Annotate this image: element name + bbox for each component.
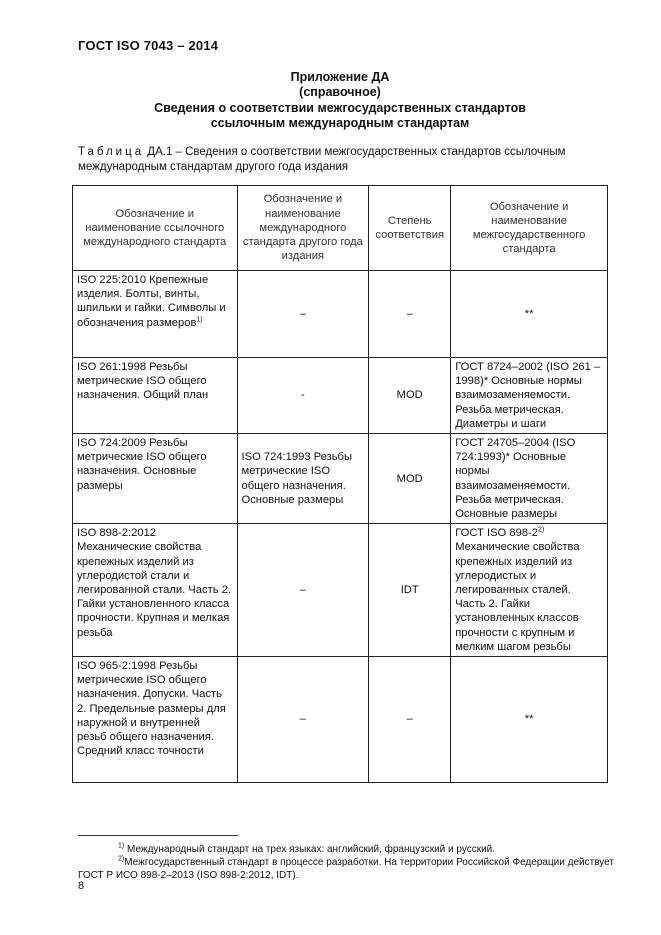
reference-standard-cell: ISO 898-2:2012 Механические свойства крепежных изделий из углеродистой стали и легированной стали. Часть 2. Гайки установленного класса прочности. Крупная и мелкая резьба — [73, 524, 238, 657]
table-row — [73, 271, 608, 358]
other-year-cell: – — [237, 524, 369, 657]
footnote-mark: 1) — [118, 842, 125, 850]
reference-standard-cell: ISO 965-2:1998 Резьбы метрические ISO общего назначения. Допуски. Часть 2. Предельные размеры для наружной и внутренней резьб общего назначения. Средний класс точности — [73, 657, 238, 783]
column-header-other-year-standard: Обозначение и наименование международного стандарта другого года издания — [237, 186, 369, 271]
footnote-mark: 2) — [118, 855, 125, 863]
table-caption-text: ДА.1 – Сведения о соответствии межгосударственных стандартов ссылочным международным стандартам другого года издания — [78, 146, 566, 173]
footnote-text: Межгосударственный стандарт в процессе разработки. На территории Российской Федерации действует ГОСТ Р ИСО 898-2–2013 (ISO 898-2:2012, IDT). — [78, 857, 614, 881]
interstate-standard-cell — [451, 524, 608, 657]
reference-standard-cell: ISO 261:1998 Резьбы метрические ISO общего назначения. Общий план — [73, 358, 238, 434]
degree-cell: – — [369, 657, 451, 783]
degree-cell: MOD — [369, 434, 451, 524]
table-caption-label: Таблица — [78, 146, 145, 158]
table-header-row — [73, 186, 608, 271]
footnote-ref: 1) — [196, 315, 203, 323]
interstate-standard-cell: ** — [451, 271, 608, 358]
table-row — [73, 524, 608, 657]
reference-standard-cell — [73, 271, 238, 358]
interstate-standard-cell: ГОСТ 8724–2002 (ISO 261 – 1998)* Основные нормы взаимозаменяемости. Резьба метрическая. Диаметры и шаги — [451, 358, 608, 434]
cell-text: Механические свойства крепежных изделий из углеродистых и легированных сталей. Часть 2. Гайки установленных классов прочности с крупным и мелким шагом резьбы — [455, 541, 580, 653]
correspondence-table — [72, 185, 608, 783]
annex-heading-line-2: ссылочным международным стандартам — [210, 116, 470, 130]
degree-cell: MOD — [369, 358, 451, 434]
table-row — [73, 434, 608, 524]
annex-heading-line-1: Сведения о соответствии межгосударственных стандартов — [154, 101, 526, 115]
annex-title: Приложение ДА — [290, 70, 390, 84]
table-row — [73, 358, 608, 434]
column-header-degree: Степень соответствия — [369, 186, 451, 271]
annex-subtitle: (справочное) — [299, 85, 381, 99]
cell-text: ГОСТ ISO 898-2 — [455, 527, 538, 540]
other-year-cell: - — [237, 358, 369, 434]
cell-text: ISO 225:2010 Крепежные изделия. Болты, винты, шпильки и гайки. Символы и обозначения размеров — [77, 274, 226, 329]
degree-cell: – — [369, 271, 451, 358]
table-row — [73, 657, 608, 783]
footnote-2 — [78, 856, 614, 882]
other-year-cell: ISO 724:1993 Резьбы метрические ISO общего назначения. Основные размеры — [237, 434, 369, 524]
footnote-divider — [78, 835, 238, 836]
page-number: 8 — [78, 880, 85, 892]
document-header: ГОСТ ISO 7043 – 2014 — [78, 38, 219, 53]
footnote-text: Международный стандарт на трех языках: английский, французский и русский. — [124, 844, 496, 855]
table-caption — [78, 145, 608, 175]
other-year-cell: – — [237, 657, 369, 783]
other-year-cell: – — [237, 271, 369, 358]
column-header-interstate-standard: Обозначение и наименование межгосударственного стандарта — [451, 186, 608, 271]
footnote-1 — [78, 843, 614, 856]
degree-cell: IDT — [369, 524, 451, 657]
interstate-standard-cell: ГОСТ 24705–2004 (ISO 724:1993)* Основные нормы взаимозаменяемости. Резьба метрическая. Основные размеры — [451, 434, 608, 524]
reference-standard-cell: ISO 724:2009 Резьбы метрические ISO общего назначения. Основные размеры — [73, 434, 238, 524]
column-header-reference-standard: Обозначение и наименование ссылочного международного стандарта — [73, 186, 238, 271]
interstate-standard-cell: ** — [451, 657, 608, 783]
footnote-ref: 2) — [537, 526, 545, 534]
